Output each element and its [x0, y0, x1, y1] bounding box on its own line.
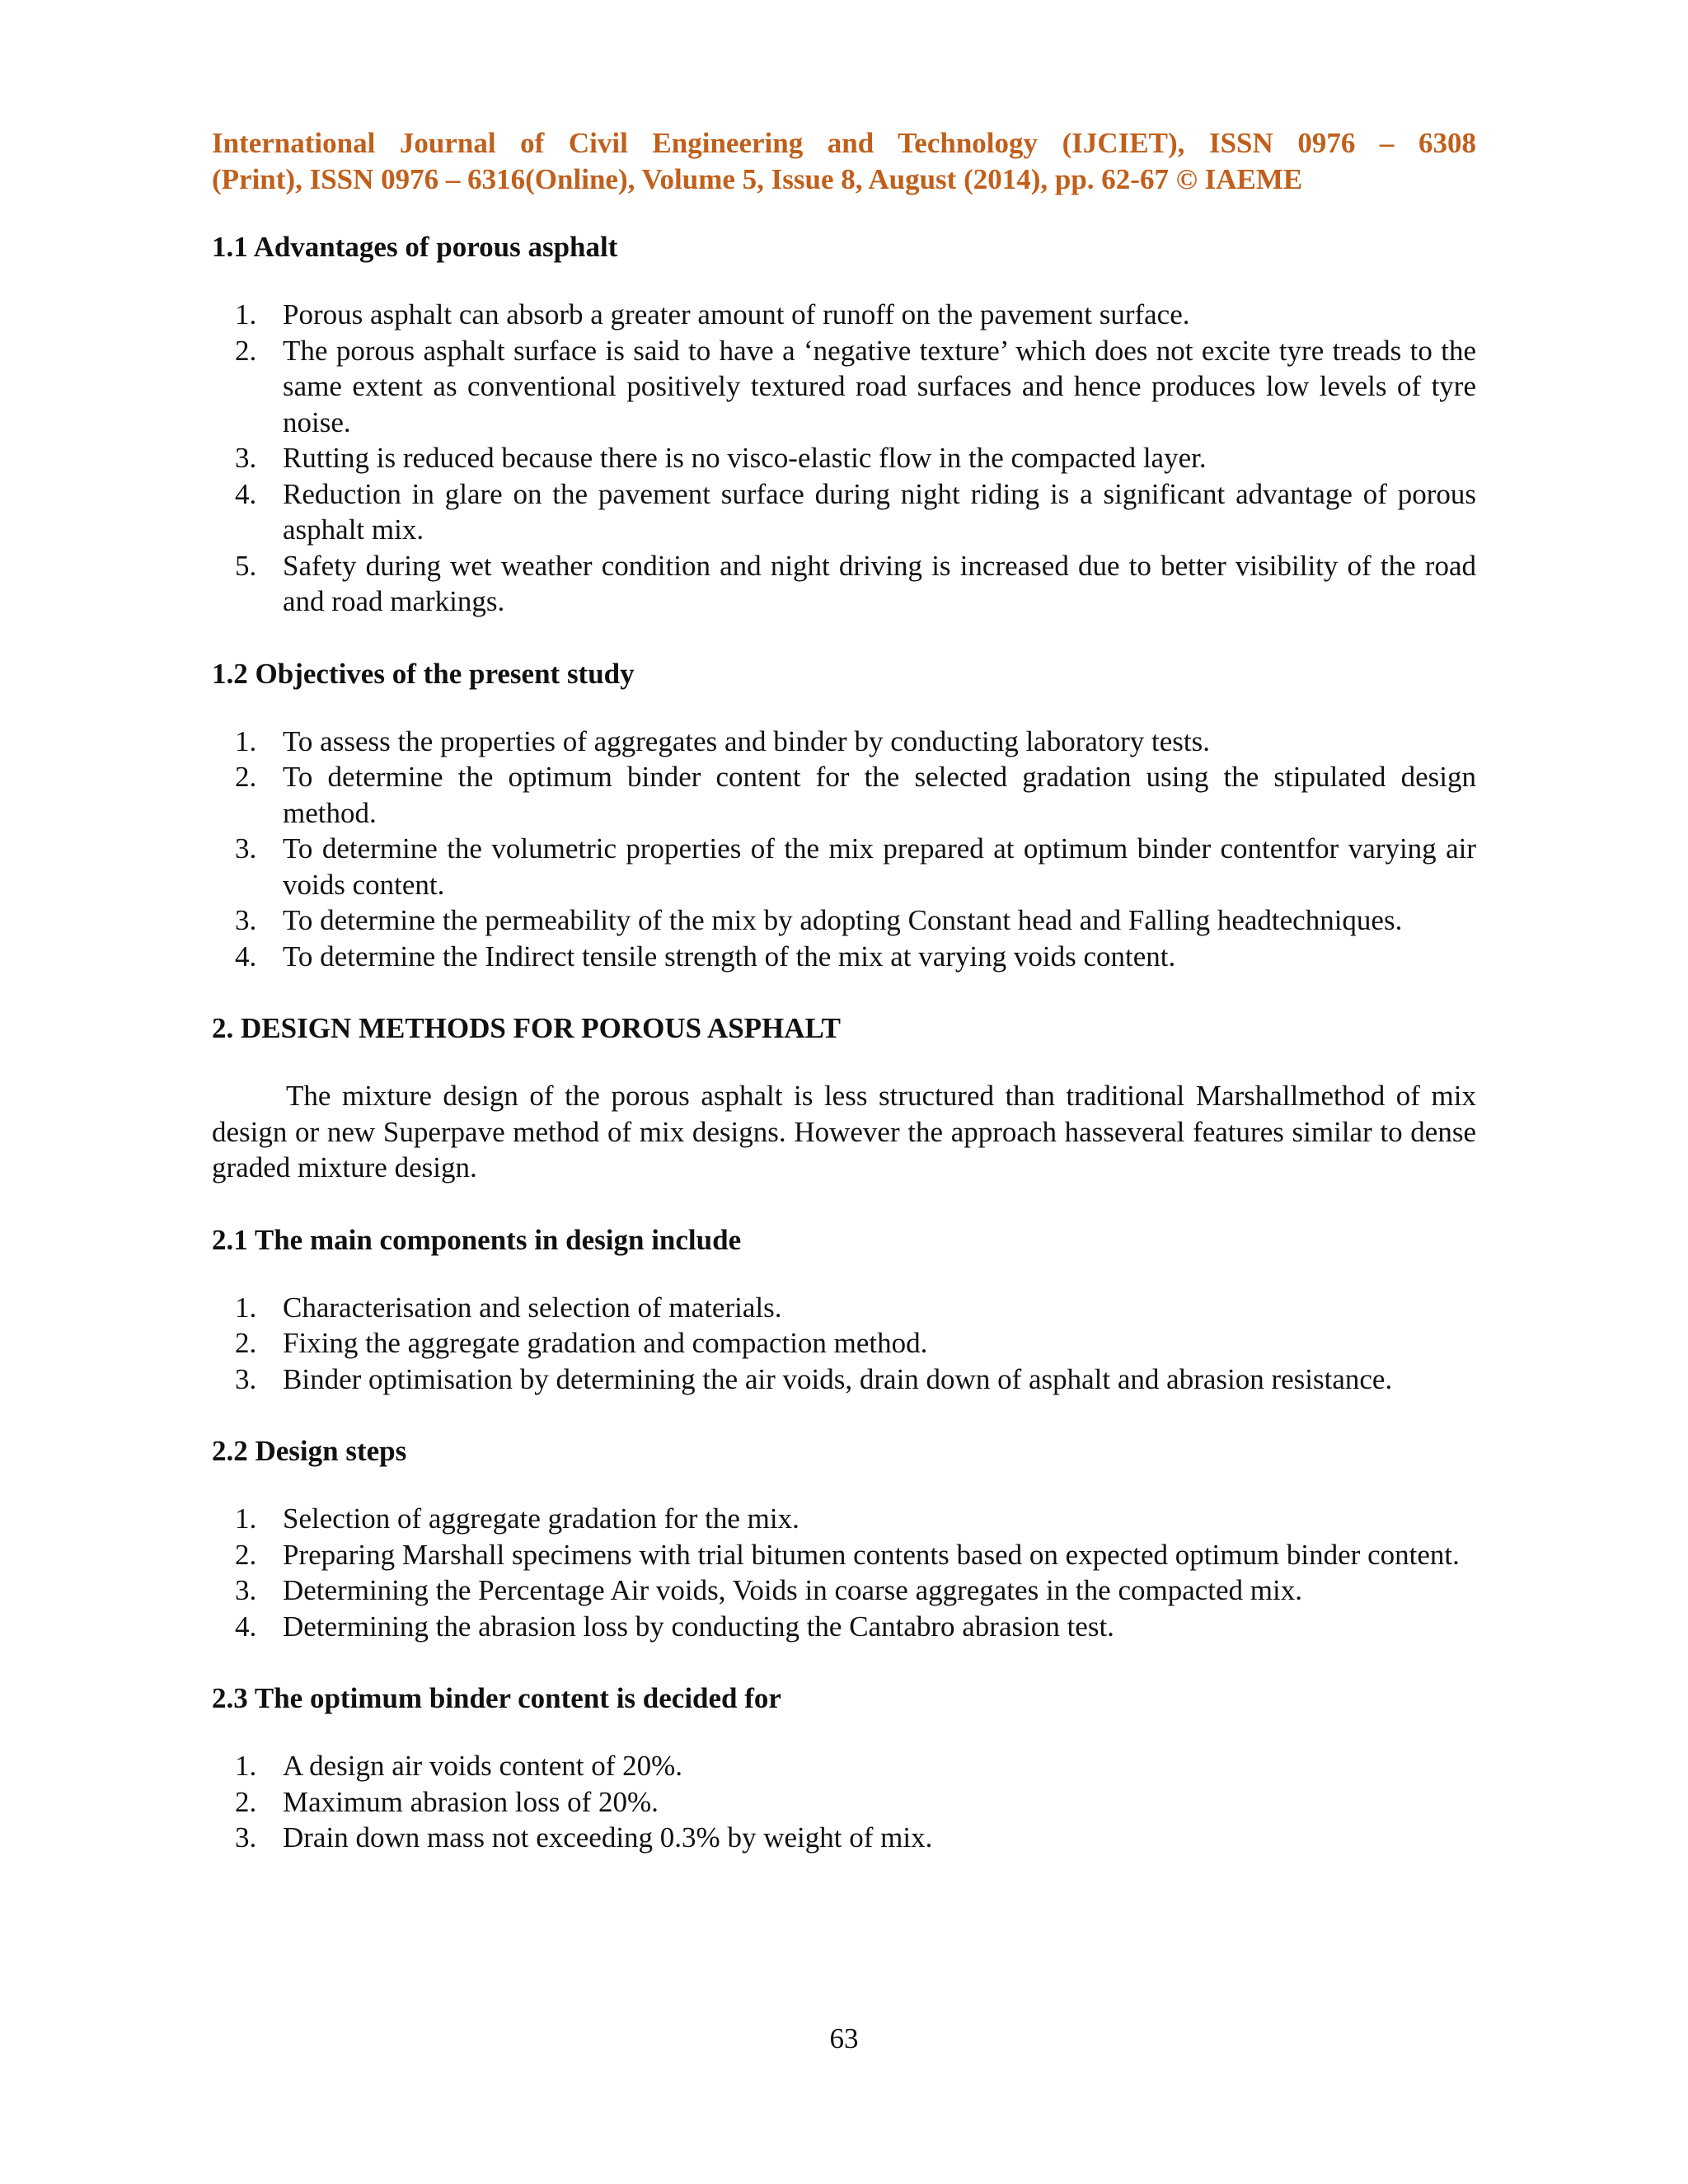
list-item-number: 1. [235, 724, 257, 757]
page-number: 63 [829, 2022, 859, 2055]
list-item-number: 2. [235, 1327, 257, 1359]
list-item-number: 2. [235, 761, 257, 793]
list-item [212, 1290, 1476, 1326]
journal-header-line-1: International Journal of Civil Engineering and Technology (IJCIET), ISSN 0976 – 6308 [212, 127, 1476, 159]
list-item-text: A design air voids content of 20%. [283, 1750, 683, 1782]
list-item-number: 2. [235, 334, 257, 367]
page-content [212, 125, 1476, 1892]
optimum-binder-list [212, 1748, 1476, 1856]
section-heading-advantages: 1.1 Advantages of porous asphalt [212, 231, 618, 263]
list-item-number: 1. [235, 1502, 257, 1535]
list-item [212, 1572, 1476, 1609]
list-item-number: 1. [235, 298, 257, 330]
list-item-text: Rutting is reduced because there is no visco-elastic flow in the compacted layer. [283, 442, 1207, 474]
design-steps-list [212, 1501, 1476, 1644]
list-item-number: 4. [235, 1610, 257, 1643]
list-item-text: Selection of aggregate gradation for the mix. [283, 1502, 799, 1535]
objectives-list [212, 724, 1476, 975]
section-heading-main-components: 2.1 The main components in design include [212, 1223, 742, 1256]
list-item-text: To determine the Indirect tensile strength of the mix at varying voids content. [283, 940, 1176, 972]
list-item-number: 1. [235, 1750, 257, 1782]
list-item [212, 297, 1476, 333]
list-item [212, 831, 1476, 902]
journal-header-line-2: (Print), ISSN 0976 – 6316(Online), Volume 5, Issue 8, August (2014), pp. 62-67 © IAEME [212, 163, 1303, 195]
main-components-list [212, 1290, 1476, 1398]
list-item-text: Determining the Percentage Air voids, Voids in coarse aggregates in the compacted mix. [283, 1574, 1302, 1606]
list-item [212, 1501, 1476, 1537]
list-item [212, 1537, 1476, 1573]
section-heading-optimum-binder: 2.3 The optimum binder content is decided for [212, 1682, 781, 1714]
section-heading-design-methods: 2. DESIGN METHODS FOR POROUS ASPHALT [212, 1012, 842, 1044]
list-item-text: To determine the optimum binder content for the selected gradation using the stipulated design method. [283, 761, 1476, 829]
list-item-text: To determine the volumetric properties of the mix prepared at optimum binder contentfor varying air voids content. [283, 832, 1476, 901]
list-item-text: Preparing Marshall specimens with trial bitumen contents based on expected optimum binder content. [283, 1538, 1460, 1571]
list-item-text: To determine the permeability of the mix by adopting Constant head and Falling headtechniques. [283, 904, 1403, 936]
list-item [212, 939, 1476, 975]
list-item-text: The porous asphalt surface is said to have a ‘negative texture’ which does not excite tyre treads to the same extent as conventional positively textured road surfaces and hence produces low levels of tyre noise. [283, 334, 1476, 438]
list-item-text: Binder optimisation by determining the air voids, drain down of asphalt and abrasion resistance. [283, 1362, 1393, 1395]
list-item [212, 1820, 1476, 1856]
list-item-number: 2. [235, 1785, 257, 1818]
list-item-text: Characterisation and selection of materials. [283, 1291, 782, 1324]
list-item-text: Fixing the aggregate gradation and compaction method. [283, 1327, 928, 1359]
list-item-number: 3. [235, 1362, 257, 1395]
list-item [212, 476, 1476, 548]
list-item [212, 548, 1476, 620]
list-item [212, 1748, 1476, 1784]
section-heading-objectives: 1.2 Objectives of the present study [212, 657, 635, 690]
list-item [212, 1784, 1476, 1821]
journal-header [212, 125, 1476, 198]
list-item-text: Safety during wet weather condition and night driving is increased due to better visibility of the road and road markings. [283, 549, 1476, 617]
list-item-number: 3. [235, 832, 257, 865]
list-item-text: To assess the properties of aggregates and binder by conducting laboratory tests. [283, 724, 1211, 757]
list-item-number: 2. [235, 1538, 257, 1571]
list-item-number: 3. [235, 904, 257, 936]
design-methods-paragraph: The mixture design of the porous asphalt is less structured than traditional Marshallmethod of mix design or new Superpave method of mix designs. However the approach hasseveral features similar to dense graded mixture design. [212, 1080, 1476, 1183]
list-item [212, 1361, 1476, 1398]
list-item [212, 902, 1476, 939]
list-item [212, 724, 1476, 760]
list-item-number: 3. [235, 1574, 257, 1606]
list-item-number: 3. [235, 442, 257, 474]
list-item-text: Determining the abrasion loss by conducting the Cantabro abrasion test. [283, 1610, 1114, 1643]
list-item [212, 1325, 1476, 1361]
advantages-list [212, 297, 1476, 620]
list-item [212, 333, 1476, 441]
list-item [212, 440, 1476, 476]
list-item-number: 5. [235, 549, 257, 582]
list-item-text: Porous asphalt can absorb a greater amount of runoff on the pavement surface. [283, 298, 1190, 330]
list-item-number: 1. [235, 1291, 257, 1324]
list-item [212, 1609, 1476, 1645]
list-item-number: 4. [235, 940, 257, 972]
list-item-text: Reduction in glare on the pavement surface during night riding is a significant advantage of porous asphalt mix. [283, 477, 1476, 546]
list-item [212, 759, 1476, 831]
list-item-text: Maximum abrasion loss of 20%. [283, 1785, 659, 1818]
list-item-text: Drain down mass not exceeding 0.3% by weight of mix. [283, 1821, 933, 1854]
section-heading-design-steps: 2.2 Design steps [212, 1435, 407, 1467]
list-item-number: 4. [235, 477, 257, 510]
list-item-number: 3. [235, 1821, 257, 1854]
